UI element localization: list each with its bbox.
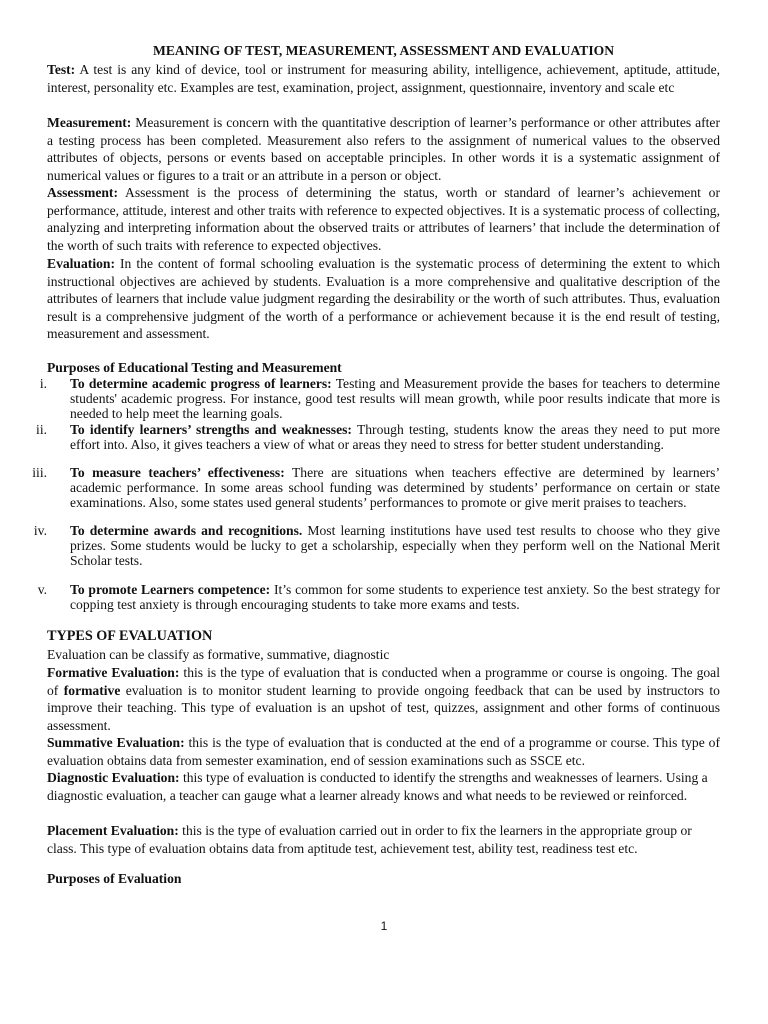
list-body: Testing and Measurement provide the bases for teachers to determine students' academic progress. For instance, good test results will mean growth, while poor results indicate that more is needed to help meet the learning goals. (70, 376, 720, 422)
list-body: There are situations when teachers effective are determined by learners’ academic performance. In some areas school funding was determined by students’ performance on certain or state examinations. Also, some states used general students’ performances to promote or give merit praises to teachers. (70, 465, 721, 511)
list-number: i. (39, 376, 47, 391)
list-lead: To identify learners’ strengths and weaknesses: (70, 422, 352, 437)
purposes-heading: Purposes of Educational Testing and Measurement (47, 360, 342, 375)
definition-text: this is the type of evaluation that is conducted at the end of a programme or course. This type of evaluation obtains data from semester examination, end of session examinations such as SSCE etc. (47, 735, 720, 768)
definition-text: A test is any kind of device, tool or instrument for measuring ability, intelligence, achievement, aptitude, attitude, interest, personality etc. Examples are test, examination, project, assignment, questionnaire, inventory and scale etc (47, 62, 720, 95)
types-intro: Evaluation can be classify as formative, summative, diagnostic (47, 647, 390, 662)
list-text (70, 422, 720, 452)
definition-term: Summative Evaluation: (47, 735, 185, 750)
definition-text: evaluation is to monitor student learning to provide ongoing feedback that can be used by instructors to improve their teaching. This type of evaluation is an upshot of test, quizzes, assignment and other forms of continuous assessment. (47, 682, 720, 733)
list-number: v. (37, 582, 47, 597)
list-lead: To determine academic progress of learners: (70, 376, 332, 391)
placement-evaluation (47, 822, 720, 857)
page-number: 1 (380, 919, 388, 933)
purposes-of-evaluation-heading: Purposes of Evaluation (47, 871, 182, 886)
types-heading: TYPES OF EVALUATION (47, 628, 213, 644)
list-lead: To measure teachers’ effectiveness: (70, 465, 285, 480)
definition-term: Diagnostic Evaluation: (47, 770, 180, 785)
diagnostic-evaluation (47, 769, 720, 804)
summative-evaluation (47, 734, 720, 769)
definition-term: Evaluation: (47, 256, 115, 271)
emphasis-word: formative (63, 682, 121, 698)
definition-test (47, 61, 720, 96)
list-number: iv. (33, 523, 47, 538)
definition-term: Assessment: (47, 185, 118, 200)
list-number: ii. (36, 422, 47, 437)
definition-evaluation (47, 255, 720, 343)
definition-term: Formative Evaluation: (47, 665, 180, 680)
definition-text: this is the type of evaluation that is conducted when a programme or course is ongoing. The goal of (47, 665, 720, 698)
list-body: Most learning institutions have used test results to choose who they give prizes. Some students would be lucky to get a scholarship, especially when they perform well on the National Merit Scholar tests. (70, 523, 720, 569)
definition-assessment (47, 184, 720, 254)
definition-text: In the content of formal schooling evaluation is the systematic process of determining the extent to which instructional objectives are achieved by students. Evaluation is a more comprehensive and qualitative description of the attributes of learners that include value judgment regarding the desirability or the worth of such attributes. Thus, evaluation result is a comprehensive judgment of the worth of a performance or achievement because it is the end result of testing, measurement and assessment. (47, 256, 720, 342)
definition-text: Assessment is the process of determining the status, worth or standard of learner’s achievement or performance, attitude, interest and other traits with reference to expected objectives. It is a systematic process of collecting, analyzing and interpreting information about the observed traits or attributes of learners’ that include the determination of the worth of such traits with reference to expected objectives. (47, 185, 720, 253)
page-title: MEANING OF TEST, MEASUREMENT, ASSESSMENT AND EVALUATION (152, 43, 615, 58)
list-text (70, 523, 720, 569)
list-body: It’s common for some students to experience test anxiety. So the best strategy for copping test anxiety is through encouraging students to take more exams and tests. (70, 582, 720, 613)
formative-evaluation (47, 664, 720, 734)
list-lead: To promote Learners competence: (70, 582, 271, 597)
list-text (70, 376, 720, 422)
definition-term: Test: (47, 62, 76, 77)
definition-term: Placement Evaluation: (47, 823, 179, 838)
definition-term: Measurement: (47, 115, 132, 130)
definition-text: this type of evaluation is conducted to identify the strengths and weaknesses of learners. Using a diagnostic evaluation, a teacher can gauge what a learner already knows and what needs to be reviewed or reinforced. (47, 770, 708, 803)
definition-text: Measurement is concern with the quantitative description of learner’s performance or other attributes after a testing process has been completed. Measurement also refers to the assignment of numerical values to the observed attributes of objects, persons or events based on acceptable principles. In other words it is a systematic assignment of numerical values or figures to a trait or an attribute in a person or object. (47, 115, 720, 183)
definition-measurement (47, 114, 720, 184)
definition-text: this is the type of evaluation carried out in order to fix the learners in the appropriate group or class. This type of evaluation obtains data from aptitude test, achievement test, ability test, readiness test etc. (47, 823, 692, 856)
list-text (70, 582, 720, 612)
list-lead: To determine awards and recognitions. (70, 523, 303, 538)
list-body: Through testing, students know the areas they need to put more effort into. Also, it gives teachers a view of what or areas they need to stress for better student understanding. (70, 422, 720, 453)
list-number: iii. (32, 465, 47, 480)
list-text (70, 465, 720, 511)
